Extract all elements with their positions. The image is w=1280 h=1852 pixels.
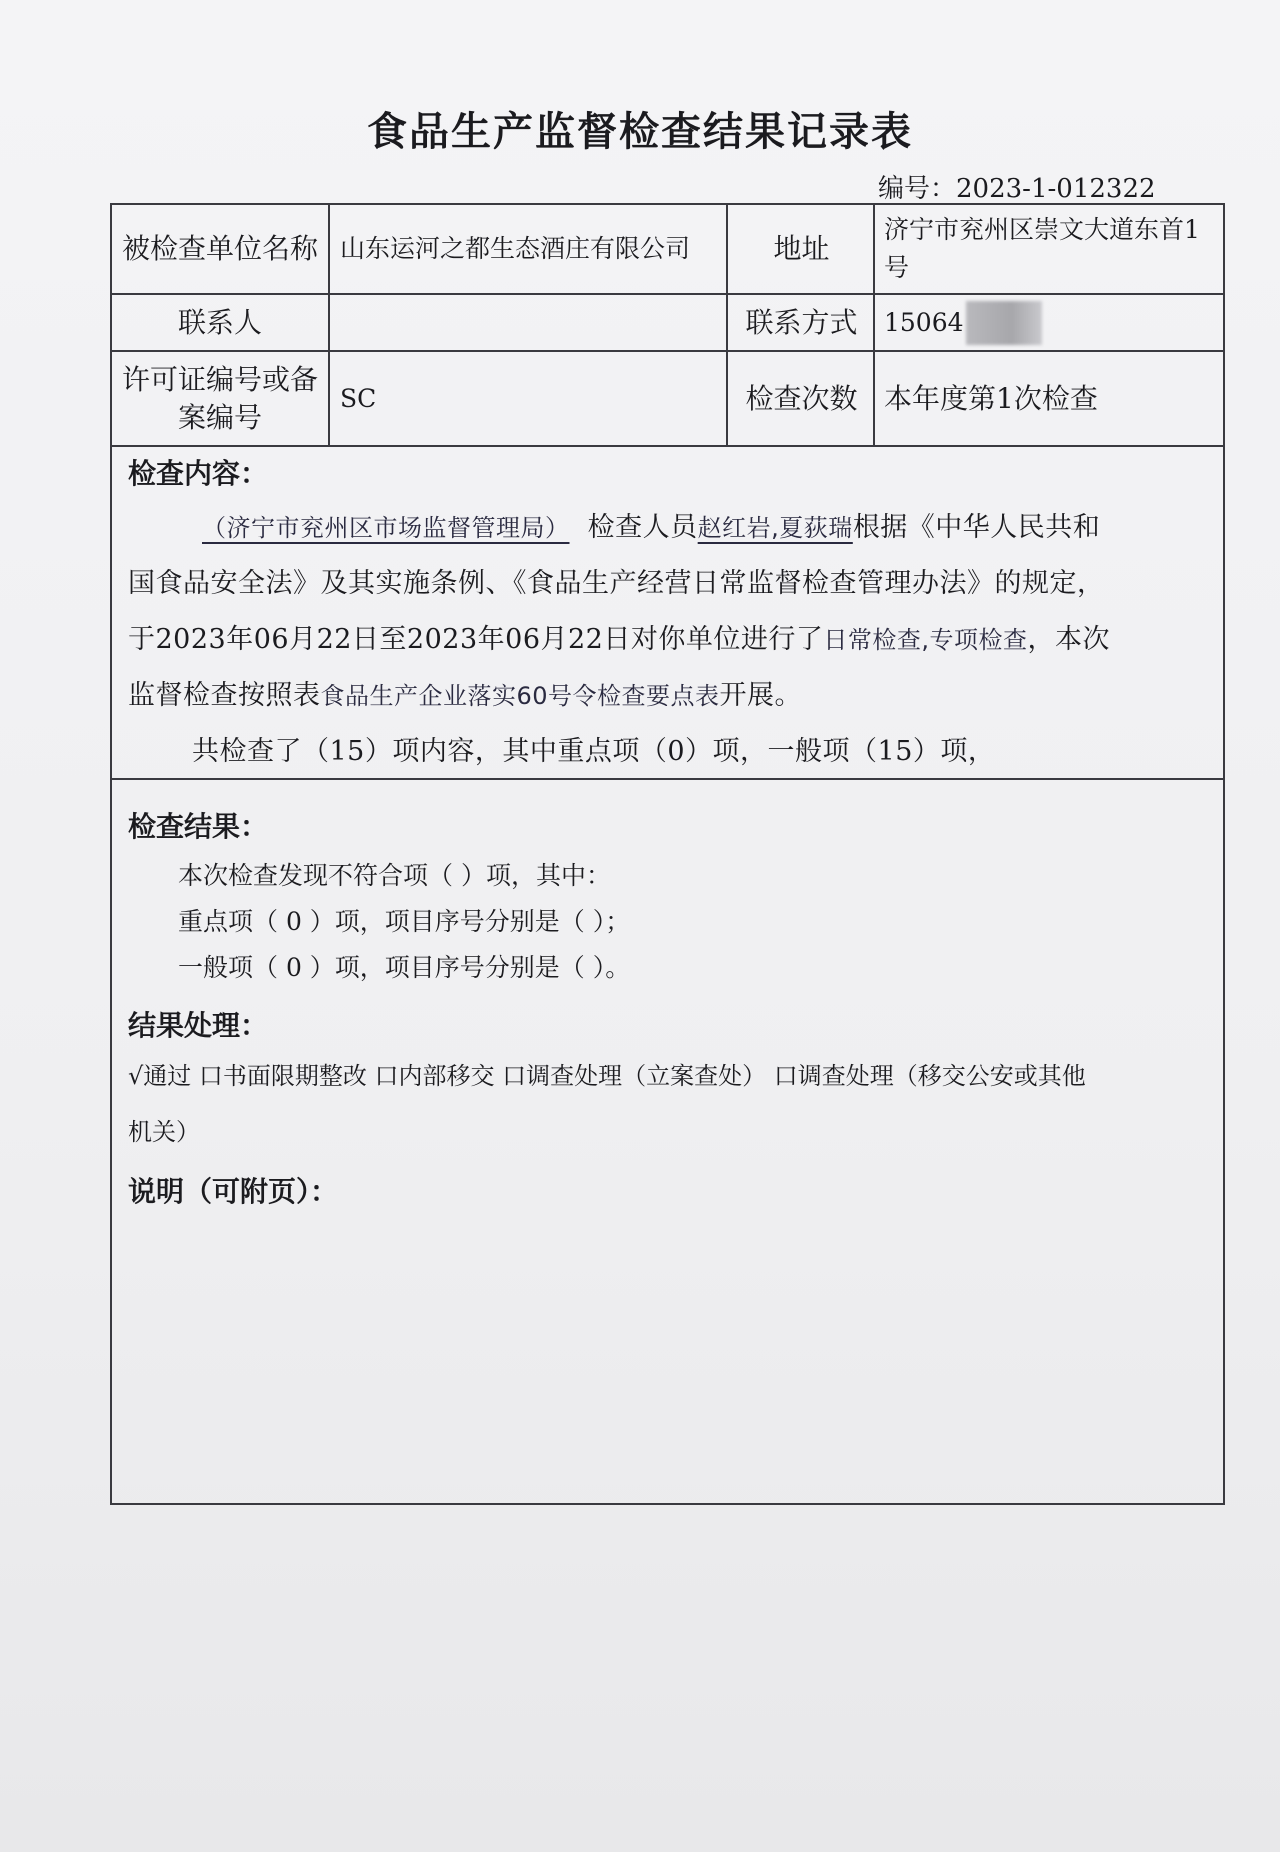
content-paragraph — [128, 500, 1213, 780]
results-line-1: 本次检查发现不符合项（ ）项，其中： — [178, 861, 611, 890]
contact-value — [340, 295, 726, 350]
col-divider — [873, 203, 875, 446]
inspection-type: 日常检查,专项检查 — [823, 626, 1028, 654]
unit-label: 被检查单位名称 — [121, 232, 318, 265]
handling-options-line-1: √通过 口书面限期整改 口内部移交 口调查处理（立案查处） 口调查处理（移交公安或其他 — [128, 1062, 1086, 1090]
document-number: 编号：2023-1-012322 — [878, 174, 1156, 204]
row-divider — [110, 445, 1225, 447]
inspector-names: 赵红岩,夏荻瑞 — [697, 514, 853, 542]
address-label: 地址 — [773, 232, 830, 265]
contact-method-cell — [884, 295, 1220, 350]
content-line-1 — [128, 500, 1213, 556]
unit-value: 山东运河之都生态酒庄有限公司 — [340, 234, 691, 263]
notes-heading: 说明（可附页）： — [128, 1175, 339, 1208]
content-line-1-tail: 根据《中华人民共和 — [852, 512, 1101, 543]
document-title: 食品生产监督检查结果记录表 — [367, 108, 913, 155]
contact-method-value: 15064 — [884, 307, 964, 337]
content-line-3-b: ，本次 — [1027, 624, 1110, 655]
content-line-2: 国食品安全法》及其实施条例、《食品生产经营日常监督检查管理办法》的规定， — [128, 568, 1105, 599]
agency-name: （济宁市兖州区市场监督管理局） — [202, 514, 570, 542]
col-divider — [726, 203, 728, 446]
inspectors-prefix: 检查人员 — [587, 512, 698, 543]
content-line-4-a: 监督检查按照表 — [128, 680, 321, 711]
content-line-3-a: 于2023年06月22日至2023年06月22日对你单位进行了 — [128, 624, 824, 655]
col-divider — [328, 203, 330, 446]
content-line-4 — [128, 668, 1213, 724]
results-line-2: 重点项（ 0 ）项，项目序号分别是（ ）； — [178, 907, 631, 936]
content-line-3 — [128, 612, 1213, 668]
contact-label: 联系人 — [177, 305, 262, 339]
contact-method-label: 联系方式 — [745, 305, 858, 339]
checklist-name: 食品生产企业落实60号令检查要点表 — [320, 682, 720, 710]
redaction-mark — [966, 301, 1042, 345]
address-value: 济宁市兖州区崇文大道东首1号 — [884, 215, 1200, 282]
license-label: 许可证编号或备案编号 — [121, 362, 318, 434]
content-line-4-b: 开展。 — [719, 680, 803, 711]
handling-options — [128, 1048, 1218, 1160]
content-line-5: 共检查了（15）项内容，其中重点项（0）项，一般项（15）项， — [192, 736, 996, 767]
content-heading: 检查内容： — [128, 457, 269, 490]
count-value: 本年度第1次检查 — [884, 381, 1098, 415]
count-label: 检查次数 — [745, 381, 858, 415]
results-line-3: 一般项（ 0 ）项，项目序号分别是（ ）。 — [178, 953, 631, 982]
handling-heading: 结果处理： — [128, 1009, 269, 1042]
results-heading: 检查结果： — [128, 810, 269, 843]
license-value: SC — [340, 383, 377, 413]
handling-options-line-2: 机关） — [128, 1118, 200, 1146]
